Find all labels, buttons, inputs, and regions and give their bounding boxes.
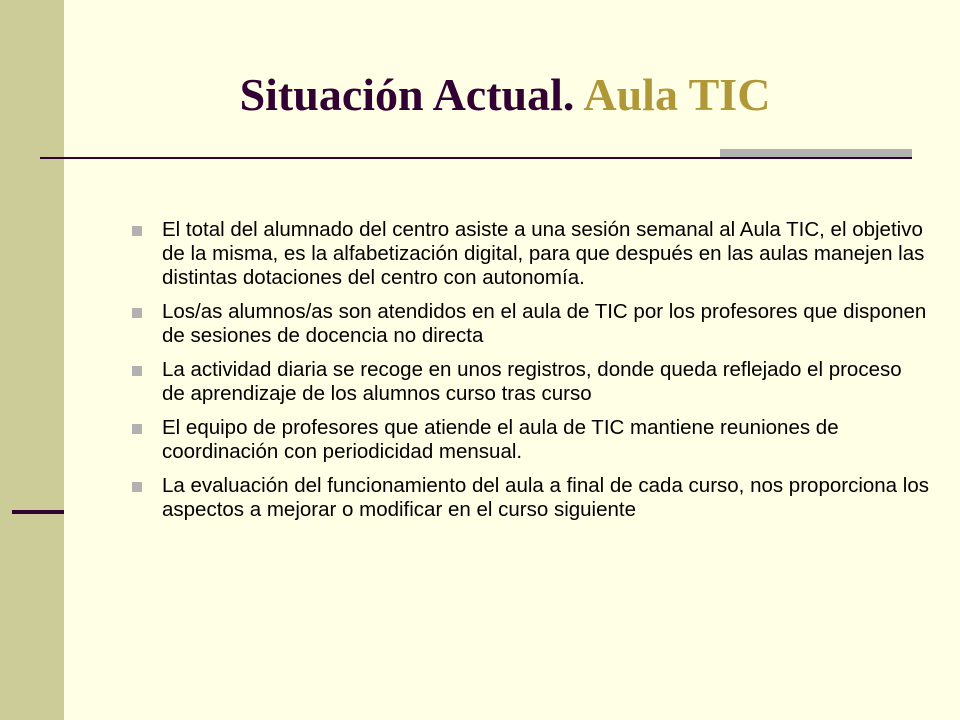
square-bullet-icon — [132, 226, 142, 236]
bullet-text: El total del alumnado del centro asiste a una sesión semanal al Aula TIC, el objetivo de la misma, es la alfabetización digital, para que después en las aulas manejen las distintas dotaciones del centro con autonomía. — [162, 218, 925, 289]
square-bullet-icon — [132, 424, 142, 434]
bullet-text: La evaluación del funcionamiento del aula a final de cada curso, nos proporciona los aspectos a mejorar o modificar en el curso siguiente — [162, 474, 929, 521]
side-accent-line — [12, 510, 64, 514]
bullet-item — [130, 358, 930, 406]
title-accent: Aula TIC — [583, 69, 771, 120]
bullet-item — [130, 474, 930, 522]
bullet-text: Los/as alumnos/as son atendidos en el aula de TIC por los profesores que disponen de sesiones de docencia no directa — [162, 300, 927, 347]
bullet-item — [130, 300, 930, 348]
slide-title — [0, 60, 960, 130]
square-bullet-icon — [132, 366, 142, 376]
bullet-item — [130, 416, 930, 464]
square-bullet-icon — [132, 308, 142, 318]
title-underline — [40, 157, 912, 159]
bullet-text: El equipo de profesores que atiende el aula de TIC mantiene reuniones de coordinación con periodicidad mensual. — [162, 416, 839, 463]
bullet-text: La actividad diaria se recoge en unos registros, donde queda reflejado el proceso de aprendizaje de los alumnos curso tras curso — [162, 358, 902, 405]
bullet-item — [130, 218, 930, 290]
title-main: Situación Actual. — [239, 69, 575, 120]
bullet-list — [130, 218, 930, 532]
square-bullet-icon — [132, 482, 142, 492]
